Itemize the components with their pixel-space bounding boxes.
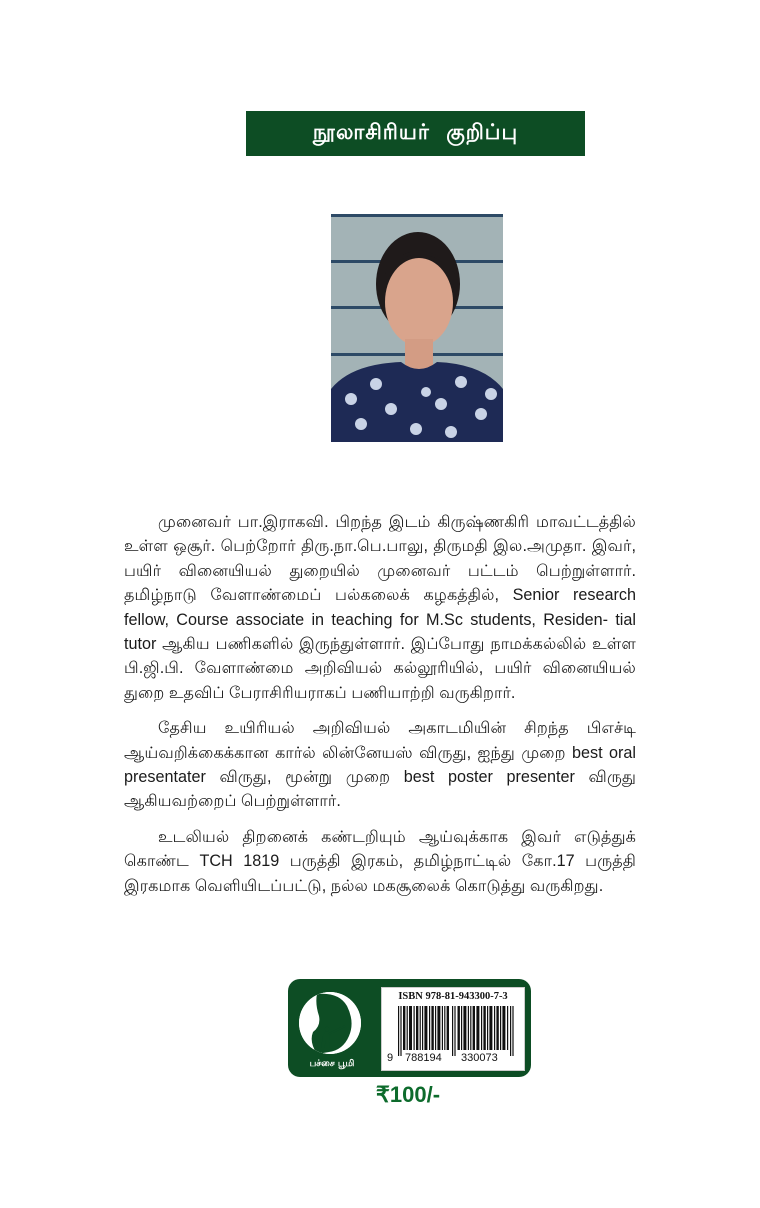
barcode-digits-right: 330073 — [461, 1052, 498, 1064]
farmer-silhouette-icon — [299, 992, 361, 1054]
section-title-bar — [246, 111, 585, 156]
barcode-icon — [398, 1006, 514, 1056]
barcode-digit-lead: 9 — [387, 1052, 394, 1064]
isbn-number: ISBN 978-81-943300-7-3 — [398, 991, 508, 1002]
bio-paragraph-3: உடலியல் திறனைக் கண்டறியும் ஆய்வுக்காக இவர் எடுத்துக் கொண்ட TCH 1819 பருத்தி இரகம், தமிழ்நாட்டில் கோ.17 பருத்தி இரகமாக வெளியிடப்பட்டு, நல்ல மகசூலைக் கொடுத்து வருகிறது. — [124, 827, 636, 895]
section-title: நூலாசிரியர் குறிப்பு — [312, 120, 519, 144]
publisher-name: பச்சை பூமி — [309, 1059, 355, 1069]
book-price: ₹100/- — [375, 1082, 441, 1107]
author-photo — [331, 214, 503, 442]
publisher-logo — [299, 992, 361, 1054]
bio-paragraph-1: முனைவர் பா.இராகவி. பிறந்த இடம் கிருஷ்ணகிரி மாவட்டத்தில் உள்ள ஒசூர். பெற்றோர் திரு.நா.பெ.பாலு, திருமதி இல.அமுதா. இவர், பயிர் வினையியல் துறையில் முனைவர் பட்டம் பெற்றுள்ளார். தமிழ்நாடு வேளாண்மைப் பல்கலைக் கழகத்தில், Senior research fellow, Course associate in teaching for M.Sc students, Residen- tial tutor ஆகிய பணிகளில் இருந்துள்ளார். இப்போது நாமக்கல்லில் உள்ள பி.ஜி.பி. வேளாண்மை அறிவியல் கல்லூரியில், பயிர் வினையியல் துறை உதவிப் பேராசிரியராகப் பணியாற்றி வருகிறார். — [124, 513, 637, 702]
publisher-isbn-panel — [288, 979, 531, 1077]
bio-paragraph-2: தேசிய உயிரியல் அறிவியல் அகாடமியின் சிறந்த பிஎச்டி ஆய்வறிக்கைக்கான கார்ல் லின்னேயஸ் விருது, ஐந்து முறை best oral presentater விருது, மூன்று முறை best poster presenter விருது ஆகியவற்றைப் பெற்றுள்ளார். — [124, 719, 636, 811]
author-bio — [124, 510, 636, 909]
isbn-barcode — [381, 987, 525, 1071]
barcode-digits-left: 788194 — [405, 1052, 442, 1064]
